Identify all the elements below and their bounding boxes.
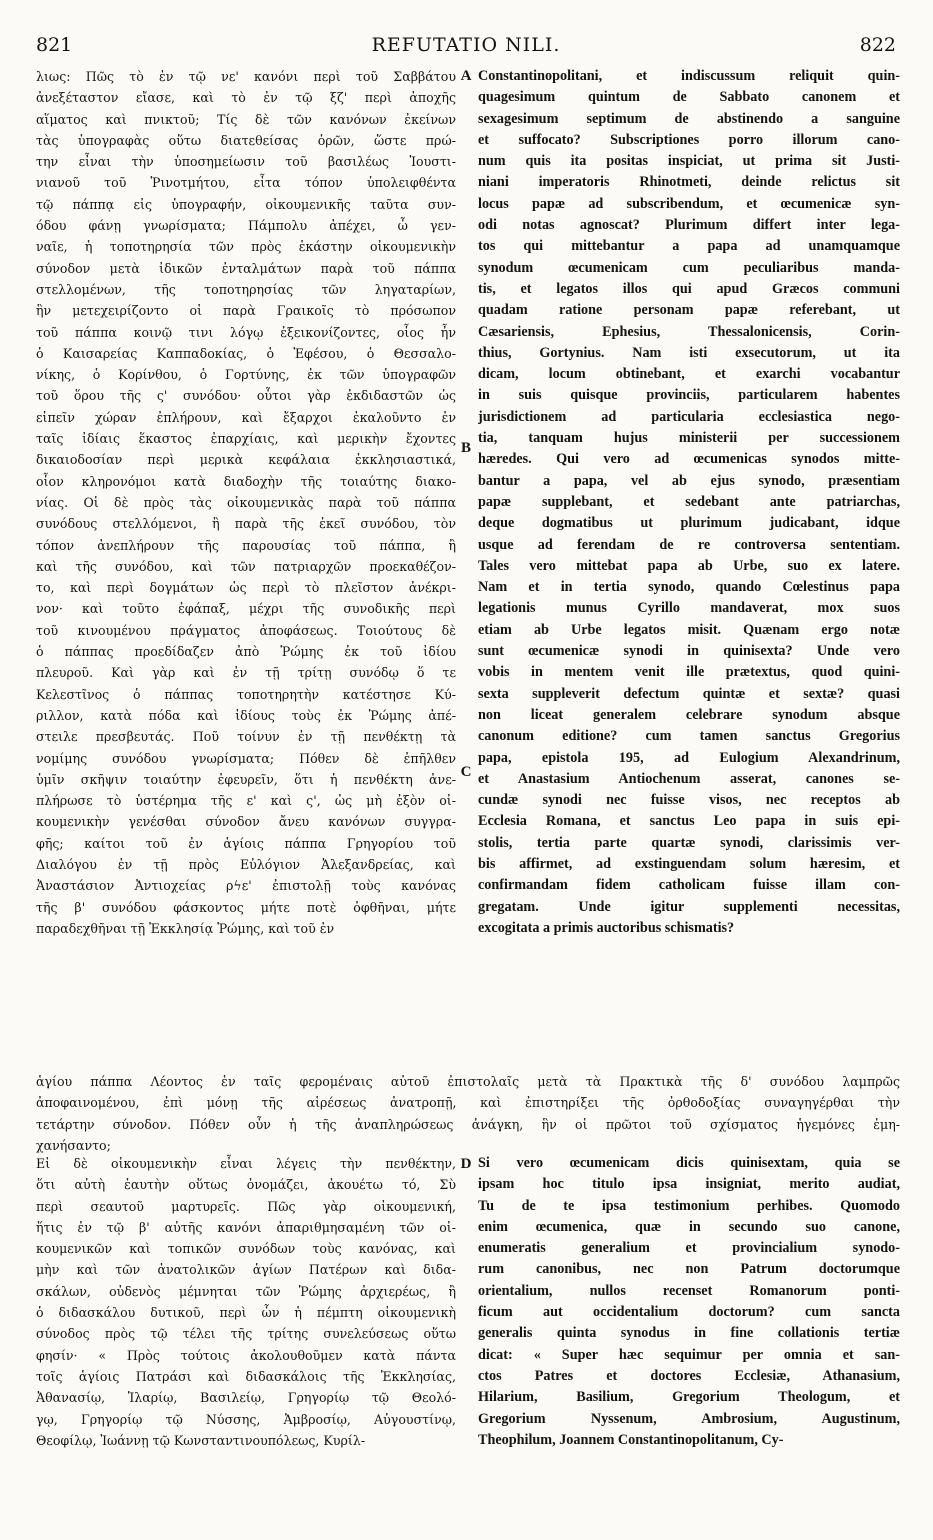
text-line: ὁ διδασκάλου δυτικοῦ, περὶ ὧν ἡ πέμπτη οἰκουμενικὴ <box>36 1305 456 1321</box>
text-line: παραδεχθῆναι τῇ Ἐκκλησίᾳ Ῥώμης, καὶ τοῦ ἐν <box>36 920 335 936</box>
text-line: τοῦ κινουμένου πράγματος ἀποφάσεως. Τοιούτους δὲ <box>36 622 456 638</box>
text-line: ctos Patres et doctores Ecclesiæ, Athanasium, <box>478 1367 900 1384</box>
text-line: Cæsariensis, Ephesius, Thessalonicensis, Corin- <box>478 323 900 340</box>
text-line: tos qui mittebantur a papa ad unamquamque <box>478 238 900 255</box>
text-line: ἁγίου πάππα Λέοντος ἐν ταῖς φερομέναις αὐτοῦ ἐπιστολαῖς μετὰ τὰ Πρακτικὰ τῆς δ' συνόδου λαμπρῶς <box>36 1074 900 1089</box>
running-title: REFUTATIO NILI. <box>371 34 561 56</box>
text-line: in suis quisque provinciis, particularem habentes <box>478 387 900 404</box>
text-line: non liceat generalem celebrare synodum absque <box>478 706 900 723</box>
text-line: ἀποφαινομένου, ἐπὶ μόνῃ τῆς αἱρέσεως ἀνατροπῇ, καὶ ἐπιστηρίξει τῆς ὀρθοδοξίας συναγηγέρθαι τὴν <box>36 1095 900 1111</box>
text-line: et Anastasium Antiochenum asserat, canones se- <box>478 770 900 787</box>
text-line: ἣν μετεχειρίζοντο οἱ παρὰ Γραικοῖς τὸ πρόσωπον <box>36 303 456 319</box>
text-line: νον· καὶ τοῦτο ἐφάπαξ, μέχρι τῆς συνοδικῆς περὶ <box>36 601 456 617</box>
text-line: ὑμῖν σκῆψιν τοιαύτην ἐφευρεῖν, ὅτι ἡ πενθέκτη ἀνε- <box>36 771 456 787</box>
text-line: όδου φάνῃ γνωρίσματα; Πάμπολυ ἀπέχει, ὦ γεν- <box>36 218 456 234</box>
text-line: sexagesimum septimum de abstinendo a sanguine <box>478 110 900 127</box>
text-line: νίας. Οἱ δὲ πρὸς τὰς οἰκουμενικὰς παρὰ τοῦ πάππα <box>36 494 456 510</box>
text-line: rum canonibus, nec non Patrum doctorumque <box>478 1261 900 1278</box>
greek-column-top <box>36 66 456 939</box>
margin-marker-b: B <box>460 440 471 456</box>
text-line: φῆς; καίτοι τοῦ ἐν ἁγίοις πάππα Γρηγορίου τοῦ <box>36 835 456 851</box>
text-line: bantur a papa, vel ab ejus synodo, præsentiam <box>478 472 900 489</box>
text-line: ὅτι αὐτὴ ἑαυτὴν οὕτως ὀνομάζει, ἀκουέτω τό, Σὺ <box>36 1177 456 1193</box>
page-number-left: 821 <box>36 34 73 56</box>
text-line: jurisdictionem ad particularia ecclesiastica nego- <box>478 408 900 425</box>
text-line: locus papæ ad subscribendum, et œcumenicæ syn- <box>478 195 900 212</box>
text-line: εἰπεῖν χώραν ἐπλήρουν, καὶ ἔξαρχοι ἐκαλοῦντο ἐν <box>36 409 456 425</box>
text-line: Constantinopolitani, et indiscussum reliquit quin- <box>478 68 900 84</box>
text-line: λιως: Πῶς τὸ ἐν τῷ νε' κανόνι περὶ τοῦ Σαββάτου <box>36 69 456 84</box>
text-line: excogitata a primis auctoribus schismatis? <box>478 919 735 936</box>
text-line: Si vero œcumenicam dicis quinisextam, quia se <box>478 1155 900 1171</box>
text-line: ταῖς ἰδίαις ἕκαστος ἐπαρχίαις, καὶ μερικὴν ἔχοντες <box>36 431 456 447</box>
text-line: νιανοῦ τοῦ Ῥινοτμήτου, εἶτα τόπον ὑπολειφθέντα <box>36 175 456 191</box>
text-line: ἀνεξέταστον εἴασε, καὶ τὸ ἐν τῷ ξζ' περὶ ἀποχῆς <box>36 90 456 106</box>
text-line: τὰς ὑπογραφὰς οὕτω διατεθείσας ὁρῶν, ὥστε πρώ- <box>36 132 456 148</box>
text-line: πλήρωσε τὸ ὑστέρημα τῆς ε' καὶ ς', ὡς μὴ ἐξὸν οἰ- <box>36 793 456 809</box>
text-line: ὁ Καισαρείας Καππαδοκίας, ὁ Ἐφέσου, ὁ Θεσσαλο- <box>36 345 456 361</box>
text-line: δικαιοδοσίαν περὶ μερικὰ κεφάλαια ἐκκλησιαστικά, <box>36 452 456 468</box>
text-line: περὶ σεαυτοῦ μαρτυρεῖς. Πῶς γὰρ οἰκουμενική, <box>36 1198 456 1214</box>
text-line: συνόδους στελλόμενοι, ἢ παρὰ τῆς ἐκεῖ συνόδου, τὸν <box>36 516 456 532</box>
text-line: Ἀθανασίῳ, Ἱλαρίῳ, Βασιλείῳ, Γρηγορίῳ τῷ Θεολό- <box>36 1390 456 1406</box>
text-line: την εἶναι τὴν ὑποσημείωσιν τοῦ βασιλέως Ἰουστι- <box>36 154 456 170</box>
text-line: ἥτις ἐν τῷ β' αὐτῆς κανόνι ἀπαριθμησαμένη τῶν οἰ- <box>36 1219 456 1235</box>
text-line: Θεοφίλῳ, Ἰωάννῃ τῷ Κωνσταντινουπόλεως, Κυρίλ- <box>36 1432 366 1448</box>
text-line: σύνοδος πρὸς τῷ τέλει τῆς τρίτης συνελεύσεως οὕτω <box>36 1326 456 1342</box>
text-line: Ecclesia Romana, et sanctus Leo papa in suis epi- <box>478 813 900 830</box>
text-line: τοῖς ἁγίοις Πατράσι καὶ διδασκάλοις τῆς Ἐκκλησίας, <box>36 1368 456 1384</box>
text-line: νίκης, ὁ Κορίνθου, ὁ Γορτύνης, ἐκ τῶν ὑπογραφῶν <box>36 367 456 383</box>
text-line: usque ad ferendam de re controversa sententiam. <box>478 536 900 553</box>
text-line: το, καὶ περὶ δογμάτων ὡς περὶ τὸ πλεῖστον ἀνέκρι- <box>36 580 456 596</box>
text-line: ναῖε, ἡ τοποτηρησία τῶν πρὸς ἑκάστην οἰκουμενικὴν <box>36 239 456 255</box>
text-line: γῳ, Γρηγορίῳ τῷ Νύσσης, Ἀμβροσίῳ, Αὐγουστίνῳ, <box>36 1411 456 1427</box>
text-line: niani imperatoris Rhinotmeti, deinde relictus sit <box>478 174 900 191</box>
text-line: ipsam hoc titulo ipsa insigniat, merito audiat, <box>478 1176 900 1193</box>
text-line: quadam ratione personam papæ referebant, ut <box>478 302 900 319</box>
margin-marker-d: D <box>460 1156 472 1172</box>
text-line: φησίν· « Πρὸς τούτοις ἀκολουθοῦμεν κατὰ πάντα <box>36 1347 456 1363</box>
text-line: num quis ita positas inspiciat, ut prima sit Justi- <box>478 153 900 170</box>
text-line: πλευροῦ. Καὶ γὰρ καὶ ἐν τῇ τρίτῃ συνόδῳ ὅ τε <box>36 665 456 681</box>
margin-marker-c: C <box>460 764 472 780</box>
text-line: σύνοδον μετὰ ἰδικῶν ἐνταλμάτων παρὰ τοῦ πάππα <box>36 260 456 276</box>
text-line: Κελεστῖνος ὁ πάππας τοποτηρητὴν κατέστησε Κύ- <box>36 686 456 702</box>
text-line: κουμενικὴν γενέσθαι σύνοδον ἄνευ κανόνων συγγρα- <box>36 814 456 830</box>
text-line: χανήσαντο; <box>36 1137 111 1153</box>
text-line: νομίμης συνόδου γνωρίσματα; Πόθεν δὲ ἐπῆλθεν <box>36 750 456 766</box>
text-line: legationis munus Cyrillo mandaverat, mox suos <box>478 600 900 617</box>
text-line: synodum œcumenicam cum peculiaribus manda- <box>478 259 900 276</box>
text-line: ficum aut occidentalium doctorum? cum sancta <box>478 1304 900 1321</box>
text-line: οἷον κληρονόμοι κατὰ διαδοχὴν τῆς τοιαύτης διακο- <box>36 473 456 489</box>
text-line: Διαλόγου ἐν τῇ πρὸς Εὐλόγιον Ἀλεξανδρείας, καὶ <box>36 856 456 872</box>
text-line: Tales vero mittebat papa ab Urbe, suo ex latere. <box>478 557 900 574</box>
text-line: Theophilum, Joannem Constantinopolitanum, Cy- <box>478 1431 784 1448</box>
margin-marker-a: A <box>460 68 472 84</box>
text-line: tia, tanquam hujus ministerii per successionem <box>478 430 900 447</box>
text-line: ριλλον, κατὰ πόδα καὶ ἰδίους τοὺς ἐκ Ῥώμης ἀπέ- <box>36 707 456 723</box>
text-line: καὶ τῆς συνόδου, καὶ τῶν πατριαρχῶν προεκαθέζον- <box>36 558 456 574</box>
text-line: ὁ πάππας προεδίδαζεν ἀπὸ Ῥώμης ἐκ τοῦ ἰδίου <box>36 644 456 660</box>
text-line: vobis in mentem venit ille prætextus, quod quini- <box>478 664 900 681</box>
greek-column-bottom <box>36 1153 456 1451</box>
text-line: confirmandam fidem catholicam fuisse illam con- <box>478 877 900 894</box>
text-line: τοῦ πάππα κοινῷ τινι λόγῳ ἐξεικονίζοντες, οἷος ἦν <box>36 324 456 340</box>
text-line: etiam ab Urbe legatos misit. Quænam ergo notæ <box>478 621 900 638</box>
text-line: dicam, locum obtinebant, et exarchi vocabantur <box>478 366 900 383</box>
text-line: στειλε πρεσβευτάς. Ποῦ τοίνυν ἐν τῇ πενθέκτῃ τὰ <box>36 729 456 745</box>
text-line: τόπον ἀνεπλήρουν τῆς παρουσίας τοῦ πάππα, ἢ <box>36 537 456 553</box>
text-line: Εἰ δὲ οἰκουμενικὴν εἶναι λέγεις τὴν πενθέκτην, <box>36 1156 456 1171</box>
text-line: τῆς β' συνόδου φάσκοντος μήτε ποτὲ ὀφθῆναι, μήτε <box>36 899 456 915</box>
text-line: κουμενικῶν καὶ τοπικῶν συνόδων τοὺς κανόνας, καὶ <box>36 1241 456 1257</box>
text-line: deque dogmatibus ut plurimum judicabant, idque <box>478 515 900 532</box>
text-line: τῷ πάππᾳ εἰς ὑπογραφήν, οἰκουμενικῆς ταῦτα συν- <box>36 196 456 212</box>
latin-column-top <box>478 66 900 939</box>
text-line: papa, epistola 195, ad Eulogium Alexandrinum, <box>478 749 900 766</box>
text-line: sexta suppleverit defectum quintæ et sextæ? quasi <box>478 685 900 702</box>
text-line: Nam et in tertia synodo, quando Cœlestinus papa <box>478 579 900 596</box>
text-line: canonum editione? cum tamen sanctus Gregorius <box>478 728 900 745</box>
text-line: et suffocato? Subscriptiones porro illorum cano- <box>478 131 900 148</box>
text-line: orientalium, nullos recenset Romanorum ponti- <box>478 1282 900 1299</box>
text-line: τοῦ ὅρου τῆς ς' συνόδου· οὗτοι γὰρ ἐκδιδαστῶν ὡς <box>36 388 456 404</box>
text-line: hæredes. Qui vero ad œcumenicas synodos mitte- <box>478 451 900 468</box>
text-line: quagesimum quintum de Sabbato canonem et <box>478 89 900 106</box>
text-line: odi notas agnoscat? Plurimum differt inter lega- <box>478 217 900 234</box>
text-line: Tu de te ipsa testimonium perhibes. Quomodo <box>478 1197 900 1214</box>
text-line: bis affirmet, ad exstinguendam solum hæresim, et <box>478 855 900 872</box>
greek-full-width-passage <box>36 1071 900 1156</box>
text-line: cundæ synodi nec fuisse visos, nec receptos ab <box>478 792 900 809</box>
text-line: στελλομένων, τῆς τοποτηρησίας τῶν ληγαταρίων, <box>36 281 456 297</box>
text-line: τετάρτην σύνοδον. Πόθεν οὖν ἡ τῆς ἀναπληρώσεως ἀνάγκη, ἣν οἱ πρῶτοι τοῦ σχίσματος ἡγεμόνες ἐμη- <box>36 1116 900 1132</box>
text-line: μὴν καὶ τῶν ἀνατολικῶν ἁγίων Πατέρων καὶ διδα- <box>36 1262 456 1278</box>
text-line: sunt œcumenicæ synodi in quinisexta? Unde vero <box>478 643 900 660</box>
text-line: Gregorium Nyssenum, Ambrosium, Augustinum, <box>478 1410 900 1427</box>
text-line: tis, et legatos illos qui apud Græcos communi <box>478 280 900 297</box>
text-line: stolis, tertia parte quartæ synodi, clarissimis ver- <box>478 834 900 851</box>
page-header <box>36 34 896 60</box>
text-line: dicat: « Super hæc sequimur per omnia et san- <box>478 1346 900 1363</box>
latin-column-bottom <box>478 1153 900 1451</box>
page-number-right: 822 <box>859 34 896 56</box>
text-line: enumeratis generalium et provincialium synodo- <box>478 1240 900 1257</box>
text-line: gregatam. Unde igitur supplementi necessitas, <box>478 898 900 915</box>
text-line: σκάλων, οὐδενὸς μέμνηται τῶν Ῥώμης ἀρχιερέως, ἢ <box>36 1283 456 1299</box>
text-line: Ἀναστάσιον Ἀντιοχείας ρϟε' ἐπιστολῇ τοὺς κανόνας <box>36 878 456 894</box>
text-line: generalis quinta synodus in fine collationis tertiæ <box>478 1325 900 1342</box>
text-line: enim œcumenica, quæ in secundo suo canone, <box>478 1218 900 1235</box>
text-line: Hilarium, Basilium, Gregorium Theologum, et <box>478 1389 900 1406</box>
text-line: αἵματος καὶ πνικτοῦ; Τίς δὲ τῶν κανόνων ἐκείνων <box>36 111 456 127</box>
text-line: papæ supplebant, et sedebant ante patriarchas, <box>478 493 900 510</box>
text-line: thius, Gortynius. Nam isti exsecutorum, ut ita <box>478 344 900 361</box>
